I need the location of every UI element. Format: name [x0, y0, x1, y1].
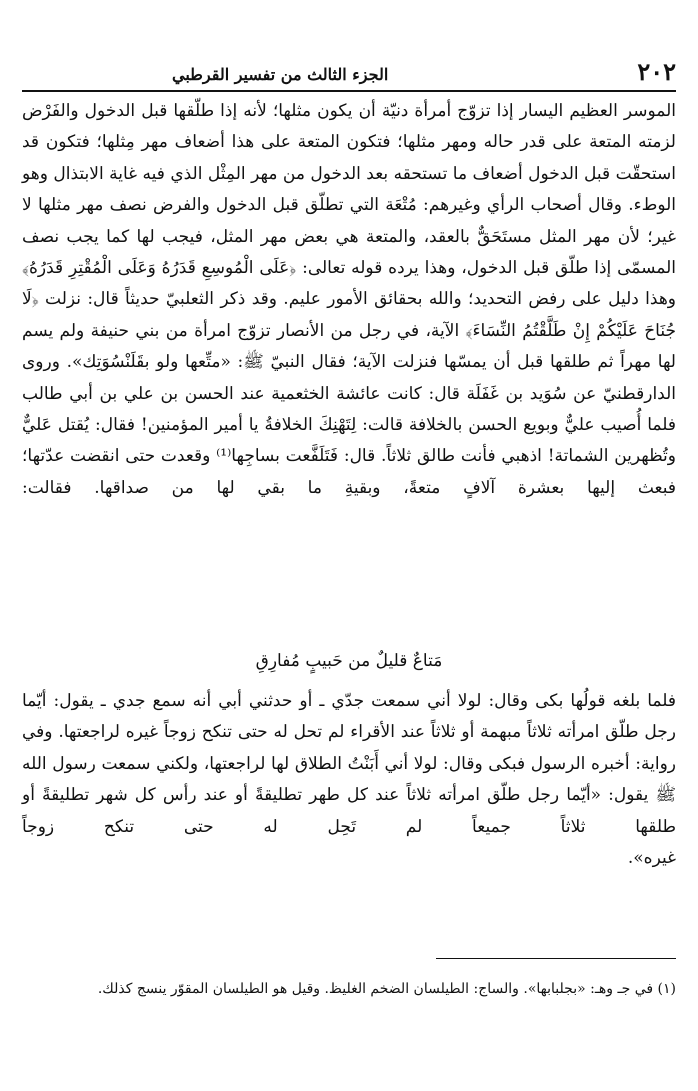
poem-verse: مَتاعٌ قليلٌ من حَبيبٍ مُفارِقِ — [255, 651, 443, 671]
paragraph-end: غيره». — [627, 848, 676, 869]
paragraph: فلما بلغه قولُها بكى وقال: لولا أني سمعت جدّي ـ أو حدثني أبي أنه سمع جدي ـ يقول: أيّما رجل طلّق امرأته ثلاثاً مبهمة أو ثلاثاً عند الأقراء لم تحل له حتى تنكح زوجاً غيره لراجعتها. وفي رواية: أخبره الرسول فبكى وقال: لولا أني أَبَنْتُ الطلاق لها لراجعتها، ولكني سمعت رسول الله ﷺ يقول: «أيّما رجل طلّق امرأته ثلاثاً عند كل طهر تطليقةً أو عند رأس كل شهر تطليقةً أو طلقها ثلاثاً جميعاً لم تَحِل له حتى تنكح زوجاً — [22, 691, 676, 837]
header-divider — [22, 90, 676, 92]
paragraph: الموسر العظيم اليسار إذا تزوّج أمرأة دنيّة أن يكون مثلها؛ لأنه إذا طلّقها قبل الدخول والفَرْض لزمته المتعة على قدر حاله ومهر مثلها؛ فتكون المتعة على هذا أضعاف مهر مِثلها؛ فتكون قد استحقّت قبل الدخول أضعاف ما تستحقه بعد الدخول من مهر المِثْل الذي فيه غاية الابتذال وهو الوطء. وقال أصحاب الرأي وغيرهم: مُتْعَة التي تطلّق قبل الدخول والفرض نصف مهر مثلها لا غير؛ لأن مهر المثل مستَحَقٌّ بالعقد، والمتعة هي بعض مهر المثل، فيجب لها كما يجب نصف المسمّى إذا طلّق قبل الدخول، وهذا يرده قوله تعالى: ﴿عَلَى الْمُوسِعِ قَدَرُهُ وَعَلَى الْمُقْتِرِ قَدَرُهُ﴾ وهذا دليل على رفض التحديد؛ والله بحقائق الأمور عليم. وقد ذكر الثعلبيّ حديثاً قال: نزلت ﴿لَا جُنَاحَ عَلَيْكُمْ إِنْ طَلَّقْتُمُ النِّسَاءَ﴾ الآية، في رجل من الأنصار تزوّج امرأة من بني حنيفة ولم يسم لها مهراً ثم طلقها قبل أن يمسّها فنزلت الآية؛ فقال النبيّ ﷺ: «متِّعها ولو بقَلَنْسُوَتِك». وروى الدارقطنيّ عن سُوَيد بن غَفَلَة قال: كانت عائشة الخثعمية عند الحسن بن علي بن أبي طالب فلما أُصيب عليٌّ وبويع الحسن بالخلافة قالت: لِتَهْنِكَ الخلافةُ يا أمير المؤمنين! فقال: يُقتل عَليٌّ وتُظهرين الشماتة! اذهبي فأنت طالق ثلاثاً. قال: فَتَلَفَّعت بساجِها⁽¹⁾ وقعدت حتى انقضت عدّتها؛ فبعث إليها بعشرة آلافٍ متعةً، وبقيةِ ما بقي لها من صداقها. فقالت: — [22, 101, 676, 498]
footnote: (١) في جـ وهـ: «بجلبابها». والساج: الطيلسان الضخم الغليظ. وقيل هو الطيلسان المقوّر ينسج كذلك. — [97, 981, 676, 997]
main-text — [22, 96, 676, 504]
main-text-continued — [22, 686, 676, 874]
page-header — [22, 56, 676, 86]
footnotes — [22, 976, 676, 1002]
running-title: الجزء الثالث من تفسير القرطبي — [172, 65, 389, 84]
page-number: ٢٠٢ — [637, 57, 676, 86]
footnote-divider — [436, 958, 676, 959]
